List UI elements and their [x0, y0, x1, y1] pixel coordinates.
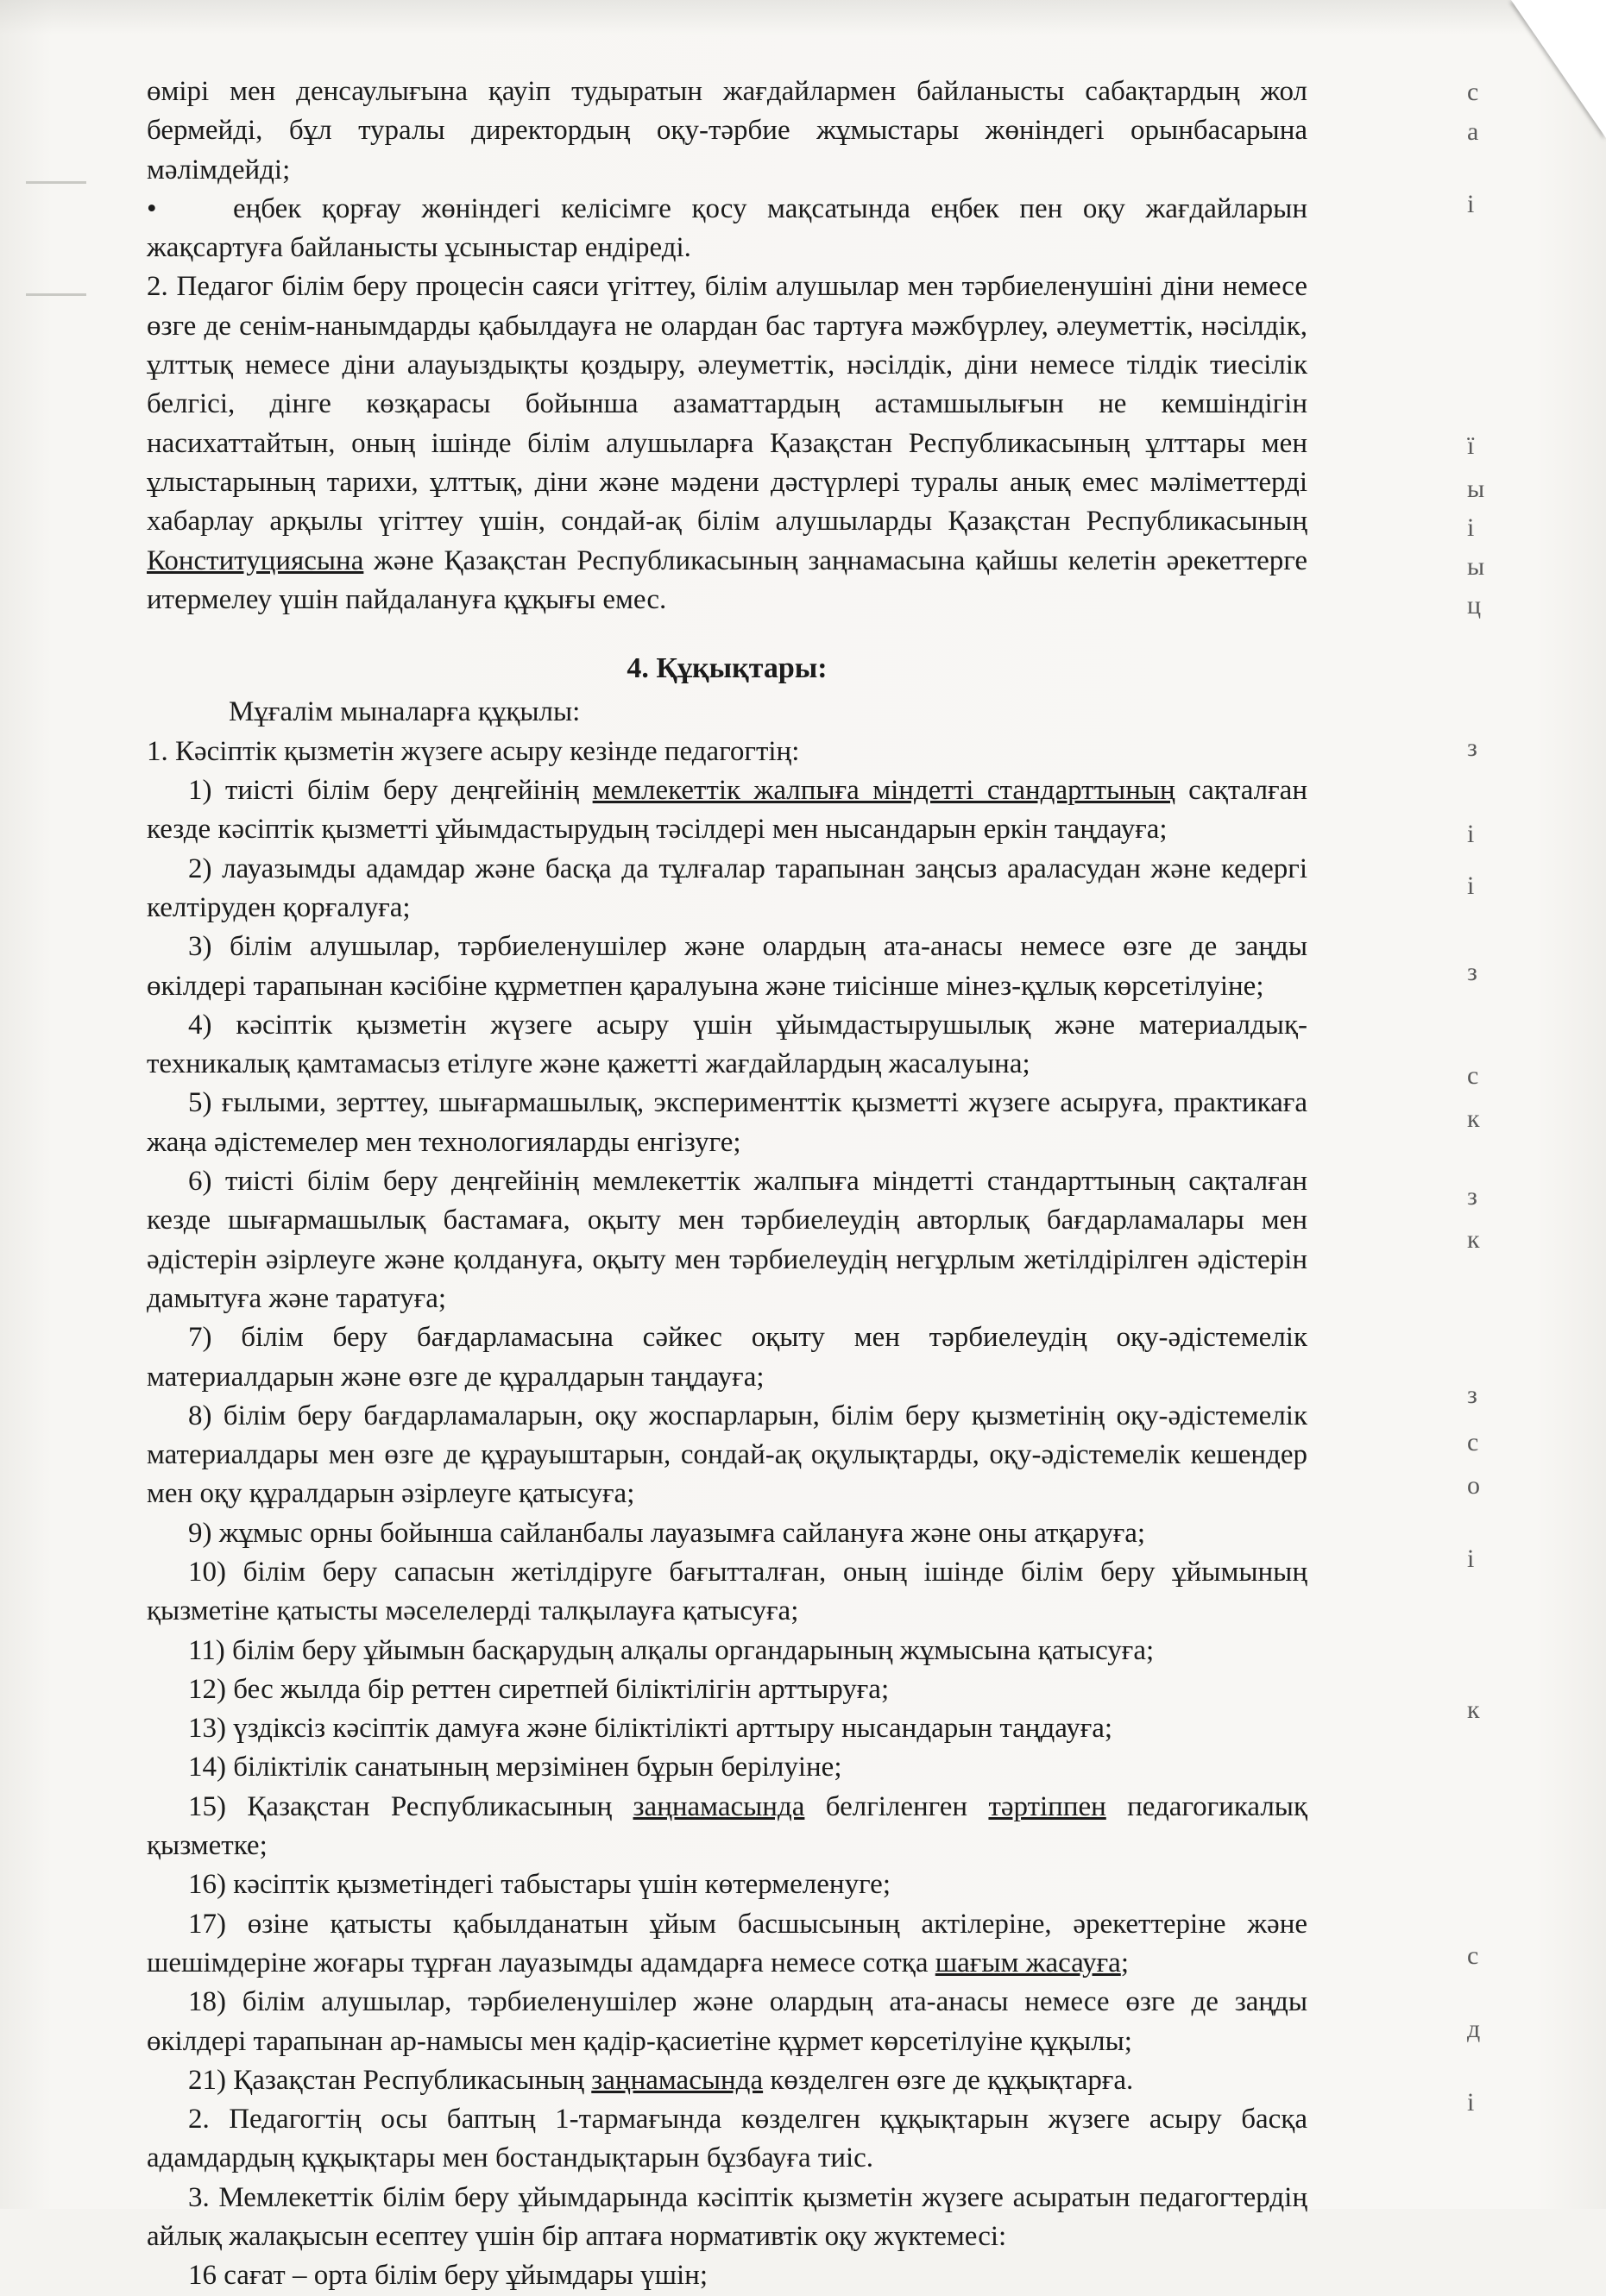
margin-mark: к: [1467, 1225, 1480, 1254]
margin-mark: з: [1467, 1381, 1477, 1409]
margin-mark: з: [1467, 958, 1477, 986]
right-item-21: 21) Қазақстан Республикасының заңнамасында көзделген өзге де құқықтарға.: [188, 2064, 1134, 2096]
right-item-11: 11) білім беру ұйымын басқарудың алқалы органдарының жұмысына қатысуға;: [188, 1634, 1155, 1666]
margin-mark: с: [1467, 1061, 1479, 1090]
clause-3: 3. Мемлекеттік білім беру ұйымдарында кәсіптік қызметін жүзеге асыратын педагогтердің айлық жалақысын есептеу үшін бір аптаға нормативтік оқу жүктемесі:: [147, 2181, 1307, 2253]
clause-2: 2. Педагогтің осы баптың 1-тармағында көзделген құқықтарын жүзеге асыру басқа адамдардың құқықтары мен бостандықтарын бұзбауға тиіс.: [147, 2104, 1307, 2174]
margin-mark: і: [1467, 871, 1475, 900]
margin-mark: і: [1467, 513, 1475, 542]
rights-intro: Мұғалім мыналарға құқылы:: [229, 696, 581, 728]
right-item-6: 6) тиісті білім беру деңгейінің мемлекеттік жалпыға міндетті стандарттының сақталған кезде шығармашылық бастамаға, оқыту мен тәрбиелеудің авторлық бағдарламалары мен әдістерін әзірлеуге және қолдануға, оқыту мен тәрбиелеудің негұрлым жетілдірілген әдістерін дамытуға және таратуға;: [147, 1166, 1307, 1314]
margin-mark: і: [1467, 1544, 1475, 1573]
margin-mark: с: [1467, 1941, 1479, 1970]
right-item-13: 13) үздіксіз кәсіптік дамуға және біліктілікті арттыру нысандарын таңдауға;: [188, 1713, 1113, 1745]
right-item-2: 2) лауазымды адамдар және басқа да тұлғалар тарапынан заңсыз араласудан және кедергі келтіруден қорғалуға;: [147, 852, 1307, 923]
right-item-17: 17) өзіне қатысты қабылданатын ұйым басшысының актілеріне, әрекеттеріне және шешімдеріне жоғары тұрған лауазымды адамдарға немесе сотқа шағым жасауға;: [147, 1908, 1307, 1978]
margin-mark: с: [1467, 78, 1479, 106]
legislation-link[interactable]: заңнамасында: [633, 1790, 805, 1822]
margin-mark: з: [1467, 1182, 1477, 1211]
margin-mark: с: [1467, 1428, 1479, 1456]
right-item-5: 5) ғылыми, зерттеу, шығармашылық, эксперименттік қызметті жүзеге асыруға, практикаға жаңа әдістемелер мен технологияларды енгізуге;: [147, 1087, 1307, 1158]
bullet-paragraph: • еңбек қорғау жөніндегі келісімге қосу мақсатында еңбек пен оқу жағдайларын жақсартуға байланысты ұсыныстар ендіреді.: [147, 190, 1307, 268]
right-item-1: 1) тиісті білім беру деңгейінің мемлекеттік жалпыға міндетті стандарттының сақталған кезде кәсіптік қызметті ұйымдастырудың тәсілдері мен нысандарын еркін таңдауға;: [147, 775, 1307, 846]
constitution-link[interactable]: Конституциясына: [147, 544, 364, 576]
right-item-4: 4) кәсіптік қызметін жүзеге асыру үшін ұйымдастырушылық және материалдық-техникалық қамтамасыз етілуге және қажетті жағдайлардың жасалуына;: [147, 1009, 1307, 1080]
right-item-14: 14) біліктілік санатының мерзімінен бұрын берілуіне;: [188, 1752, 842, 1783]
legislation-link-2[interactable]: заңнамасында: [591, 2064, 764, 2096]
right-item-10: 10) білім беру сапасын жетілдіруге бағытталған, оның ішінде білім беру ұйымының қызметіне қатысты мәселелерді талқылауға қатысуға;: [147, 1556, 1307, 1627]
margin-mark: і: [1467, 820, 1475, 848]
margin-mark: ы: [1467, 475, 1485, 503]
clause-3-line: 16 сағат – орта білім беру ұйымдары үшін;: [188, 2260, 709, 2292]
folded-corner: [1511, 0, 1606, 138]
standard-link[interactable]: мемлекеттік жалпыға міндетті стандарттының: [592, 775, 1175, 807]
right-item-18: 18) білім алушылар, тәрбиеленушілер және олардың ата-анасы немесе өзге де заңды өкілдері тарапынан ар-намысы мен қадір-қасиетіне құрмет көрсетілуіне құқылы;: [147, 1986, 1307, 2057]
margin-mark: о: [1467, 1471, 1480, 1500]
margin-mark: з: [1467, 733, 1477, 762]
intro-paragraph: өмірі мен денсаулығына қауіп тудыратын жағдайлармен байланысты сабақтардың жол бермейді, бұл туралы директордың оқу-тәрбие жұмыстары жөніндегі орынбасарына мәлімдейді;: [147, 76, 1307, 186]
right-item-3: 3) білім алушылар, тәрбиеленушілер және олардың ата-анасы немесе өзге де заңды өкілдері тарапынан кәсібіне құрметпен қаралуына және тиісінше мінез-құлық көрсетілуіне;: [147, 931, 1307, 1002]
margin-mark: і: [1467, 2088, 1475, 2117]
scan-shadow: [0, 0, 1606, 35]
document-body: [147, 72, 1307, 2296]
paragraph-2: 2. Педагог білім беру процесін саяси үгіттеу, білім алушылар мен тәрбиеленушіні діни немесе өзге де сенім-нанымдарды қабылдауға не олардан бас тартуға мәжбүрлеу, әлеуметтік, нәсілдік, ұлттық немесе діни алауыздықты қоздыру, әлеуметтік, нәсілдік, діни немесе тілдік тиесілік белгісі, дінге көзқарасы бойынша азаматтардың астамшылығын не кемшіндігін насихаттайтын, оның ішінде білім алушыларға Қазақстан Республикасының ұлттары мен ұлыстарының тарихи, ұлттық, діни және мәдени дәстүрлері туралы анық емес мәліметтерді хабарлау арқылы үгіттеу үшін, сондай-ақ білім алушыларды Қазақстан Республикасының Конституциясына және Қазақстан Республикасының заңнамасына қайшы келетін әрекеттерге итермелеу үшін пайдалануға құқығы емес.: [147, 271, 1307, 615]
clause-1: 1. Кәсіптік қызметін жүзеге асыру кезінде педагогтің:: [147, 735, 800, 767]
right-item-15: 15) Қазақстан Республикасының заңнамасында белгіленген тәртіппен педагогикалық қызметке;: [147, 1790, 1307, 1862]
right-item-7: 7) білім беру бағдарламасына сәйкес оқыту мен тәрбиелеудің оқу-әдістемелік материалдарын және өзге де құралдарын таңдауға;: [147, 1322, 1307, 1393]
right-item-8: 8) білім беру бағдарламаларын, оқу жоспарларын, білім беру қызметінің оқу-әдістемелік материалдары мен өзге де құрауыштарын, сондай-ақ оқулықтарды, оқу-әдістемелік кешендер мен оқу құралдарын әзірлеуге қатысуға;: [147, 1400, 1307, 1510]
procedure-link[interactable]: тәртіппен: [988, 1790, 1106, 1822]
right-item-12: 12) бес жылда бір реттен сиретпей біліктілігін арттыруға;: [188, 1673, 890, 1705]
left-margin-marks: [26, 147, 95, 319]
margin-mark: д: [1467, 2015, 1481, 2043]
margin-mark: к: [1467, 1104, 1480, 1133]
complaint-link[interactable]: шағым жасауға: [935, 1947, 1121, 1978]
section-heading: 4. Құқықтары:: [627, 652, 828, 685]
margin-mark: а: [1467, 117, 1479, 146]
margin-mark: к: [1467, 1695, 1480, 1724]
margin-mark: ц: [1467, 591, 1482, 620]
margin-mark: і: [1467, 190, 1475, 218]
margin-mark: ї: [1467, 431, 1475, 460]
right-margin-marks: [1467, 69, 1519, 2140]
bullet-icon: •: [147, 192, 157, 224]
right-item-16: 16) кәсіптік қызметіндегі табыстары үшін көтермеленуге;: [188, 1869, 891, 1901]
right-item-9: 9) жұмыс орны бойынша сайланбалы лауазымға сайлануға және оны атқаруға;: [188, 1517, 1146, 1549]
margin-mark: ы: [1467, 552, 1485, 581]
